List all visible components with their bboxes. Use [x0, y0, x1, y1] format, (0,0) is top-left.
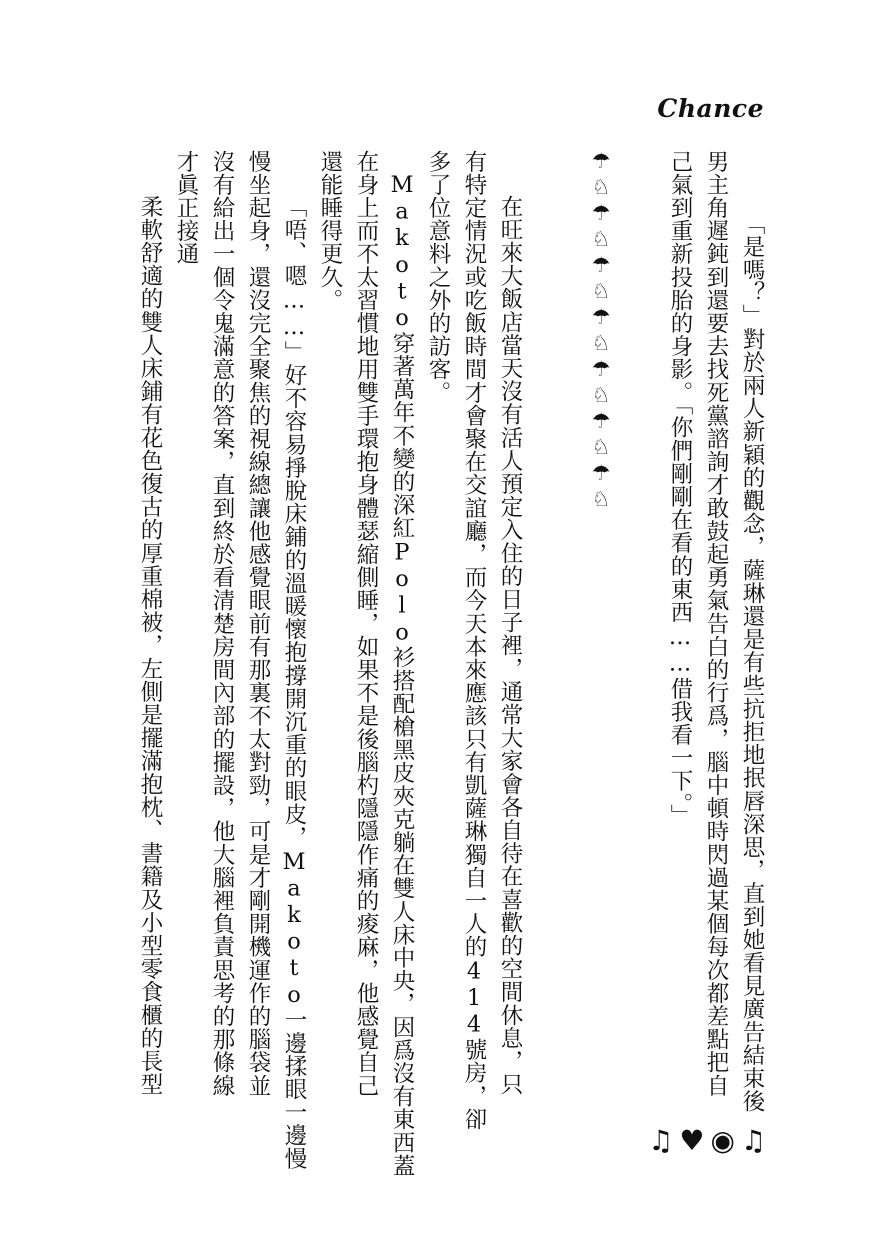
text-column: 「是嗎？」對於兩人新穎的觀念，薩琳還是有些抗拒地抿唇深思，直到她看見廣告結束後: [739, 212, 765, 1113]
page-header-title: Chance: [657, 94, 764, 123]
dog-icon: ♘: [591, 435, 611, 459]
text-column: 多了位意料之外的訪客。: [425, 150, 451, 405]
text-column: 在身上而不太習慣地用雙手環抱身體瑟縮側睡，如果不是後腦杓隱隱作痛的痠麻，他感覺自己: [353, 150, 379, 1098]
text-column: 「唔、嗯……」好不容易掙脫床鋪的溫暖懷抱撐開沉重的眼皮，Makoto一邊揉眼一邊慢: [281, 195, 307, 1171]
umbrella-icon: ☂: [591, 461, 611, 485]
umbrella-icon: ☂: [591, 253, 611, 277]
umbrella-icon: ☂: [591, 149, 611, 173]
text-column: 有特定情況或吃飯時間才會聚在交誼廳，而今天本來應該只有凱薩琳獨自一人的414號房，卻: [461, 150, 487, 1131]
umbrella-icon: ☂: [591, 305, 611, 329]
dog-icon: ♘: [591, 175, 611, 199]
dog-icon: ♘: [591, 331, 611, 355]
vertical-text-body: [90, 149, 770, 1178]
text-column: 才眞正接通: [173, 150, 199, 266]
text-column: 沒有給出一個令鬼滿意的答案，直到終於看清楚房間內部的擺設，他大腦裡負責思考的那條線: [209, 150, 235, 1098]
text-column: 己氣到重新投胎的身影。「你們剛剛在看的東西……借我看一下。」: [667, 150, 693, 828]
umbrella-icon: ☂: [591, 357, 611, 381]
umbrella-icon: ☂: [591, 409, 611, 433]
dog-icon: ♘: [591, 227, 611, 251]
dog-icon: ♘: [591, 487, 611, 511]
text-column: 男主角遲鈍到還要去找死黨諮詢才敢鼓起勇氣告白的行爲，腦中頓時閃過某個每次都差點把自: [703, 150, 729, 1098]
scene-break-ornament: [586, 150, 616, 510]
eye-icon: ◉: [710, 1124, 735, 1157]
umbrella-icon: ☂: [591, 201, 611, 225]
heart-icon: ♥: [679, 1124, 705, 1157]
text-column: 還能睡得更久。: [317, 150, 343, 312]
text-column: 柔軟舒適的雙人床鋪有花色復古的厚重棉被，左側是擺滿抱枕、書籍及小型零食櫃的長型: [137, 195, 163, 1096]
music-note-icon: ♫: [740, 1124, 766, 1157]
footer-decoration: [648, 1124, 766, 1157]
text-column: Makoto穿著萬年不變的深紅Polo衫搭配槍黑皮夾克躺在雙人床中央，因爲沒有東西蓋: [389, 172, 415, 1178]
dog-icon: ♘: [591, 279, 611, 303]
music-note-icon: ♫: [648, 1124, 674, 1157]
dog-icon: ♘: [591, 383, 611, 407]
text-column: 在旺來大飯店當天沒有活人預定入住的日子裡，通常大家會各自待在喜歡的空間休息，只: [497, 195, 523, 1096]
text-column: 慢坐起身，還沒完全聚焦的視線總讓他感覺眼前有那裏不太對勁，可是才剛開機運作的腦袋並: [245, 150, 271, 1098]
